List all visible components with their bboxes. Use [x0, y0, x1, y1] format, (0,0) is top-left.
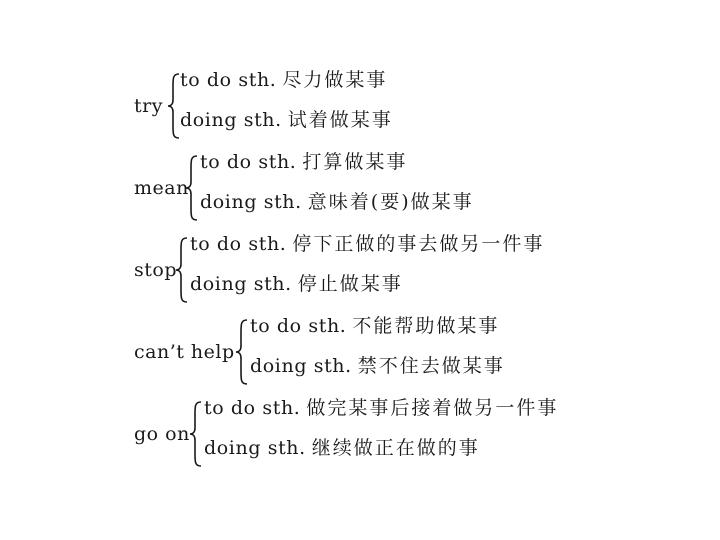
- option-meaning: 做完某事后接着做另一件事: [306, 397, 559, 419]
- option-form: doing sth.: [180, 109, 282, 131]
- option-meaning: 停止做某事: [297, 273, 403, 295]
- option-doing: [204, 436, 480, 460]
- option-form: to do sth.: [204, 397, 301, 419]
- option-form: doing sth.: [200, 191, 302, 213]
- left-brace-icon: [174, 236, 190, 304]
- option-form: doing sth.: [190, 273, 292, 295]
- verb-label: mean: [134, 177, 189, 199]
- option-to-do: [200, 150, 407, 174]
- option-meaning: 尽力做某事: [282, 69, 388, 91]
- option-meaning: 继续做正在做的事: [311, 437, 480, 459]
- option-meaning: 禁不住去做某事: [357, 355, 505, 377]
- option-doing: [250, 354, 505, 378]
- option-form: to do sth.: [250, 315, 347, 337]
- verb-label: stop: [134, 259, 177, 281]
- option-form: to do sth.: [190, 233, 287, 255]
- option-form: doing sth.: [204, 437, 306, 459]
- left-brace-icon: [184, 154, 200, 222]
- verb-label: go on: [134, 423, 190, 445]
- option-doing: [180, 108, 393, 132]
- verb-label: try: [134, 95, 163, 117]
- option-meaning: 打算做某事: [302, 151, 408, 173]
- verb-label: can’t help: [134, 341, 235, 363]
- option-meaning: 不能帮助做某事: [352, 315, 500, 337]
- option-doing: [190, 272, 403, 296]
- option-to-do: [250, 314, 499, 338]
- left-brace-icon: [234, 318, 250, 386]
- option-meaning: 停下正做的事去做另一件事: [292, 233, 545, 255]
- option-form: doing sth.: [250, 355, 352, 377]
- option-to-do: [180, 68, 387, 92]
- option-meaning: 试着做某事: [287, 109, 393, 131]
- left-brace-icon: [188, 400, 204, 468]
- option-form: to do sth.: [180, 69, 277, 91]
- option-meaning: 意味着(要)做某事: [307, 191, 474, 213]
- option-form: to do sth.: [200, 151, 297, 173]
- option-to-do: [204, 396, 558, 420]
- option-to-do: [190, 232, 544, 256]
- option-doing: [200, 190, 474, 214]
